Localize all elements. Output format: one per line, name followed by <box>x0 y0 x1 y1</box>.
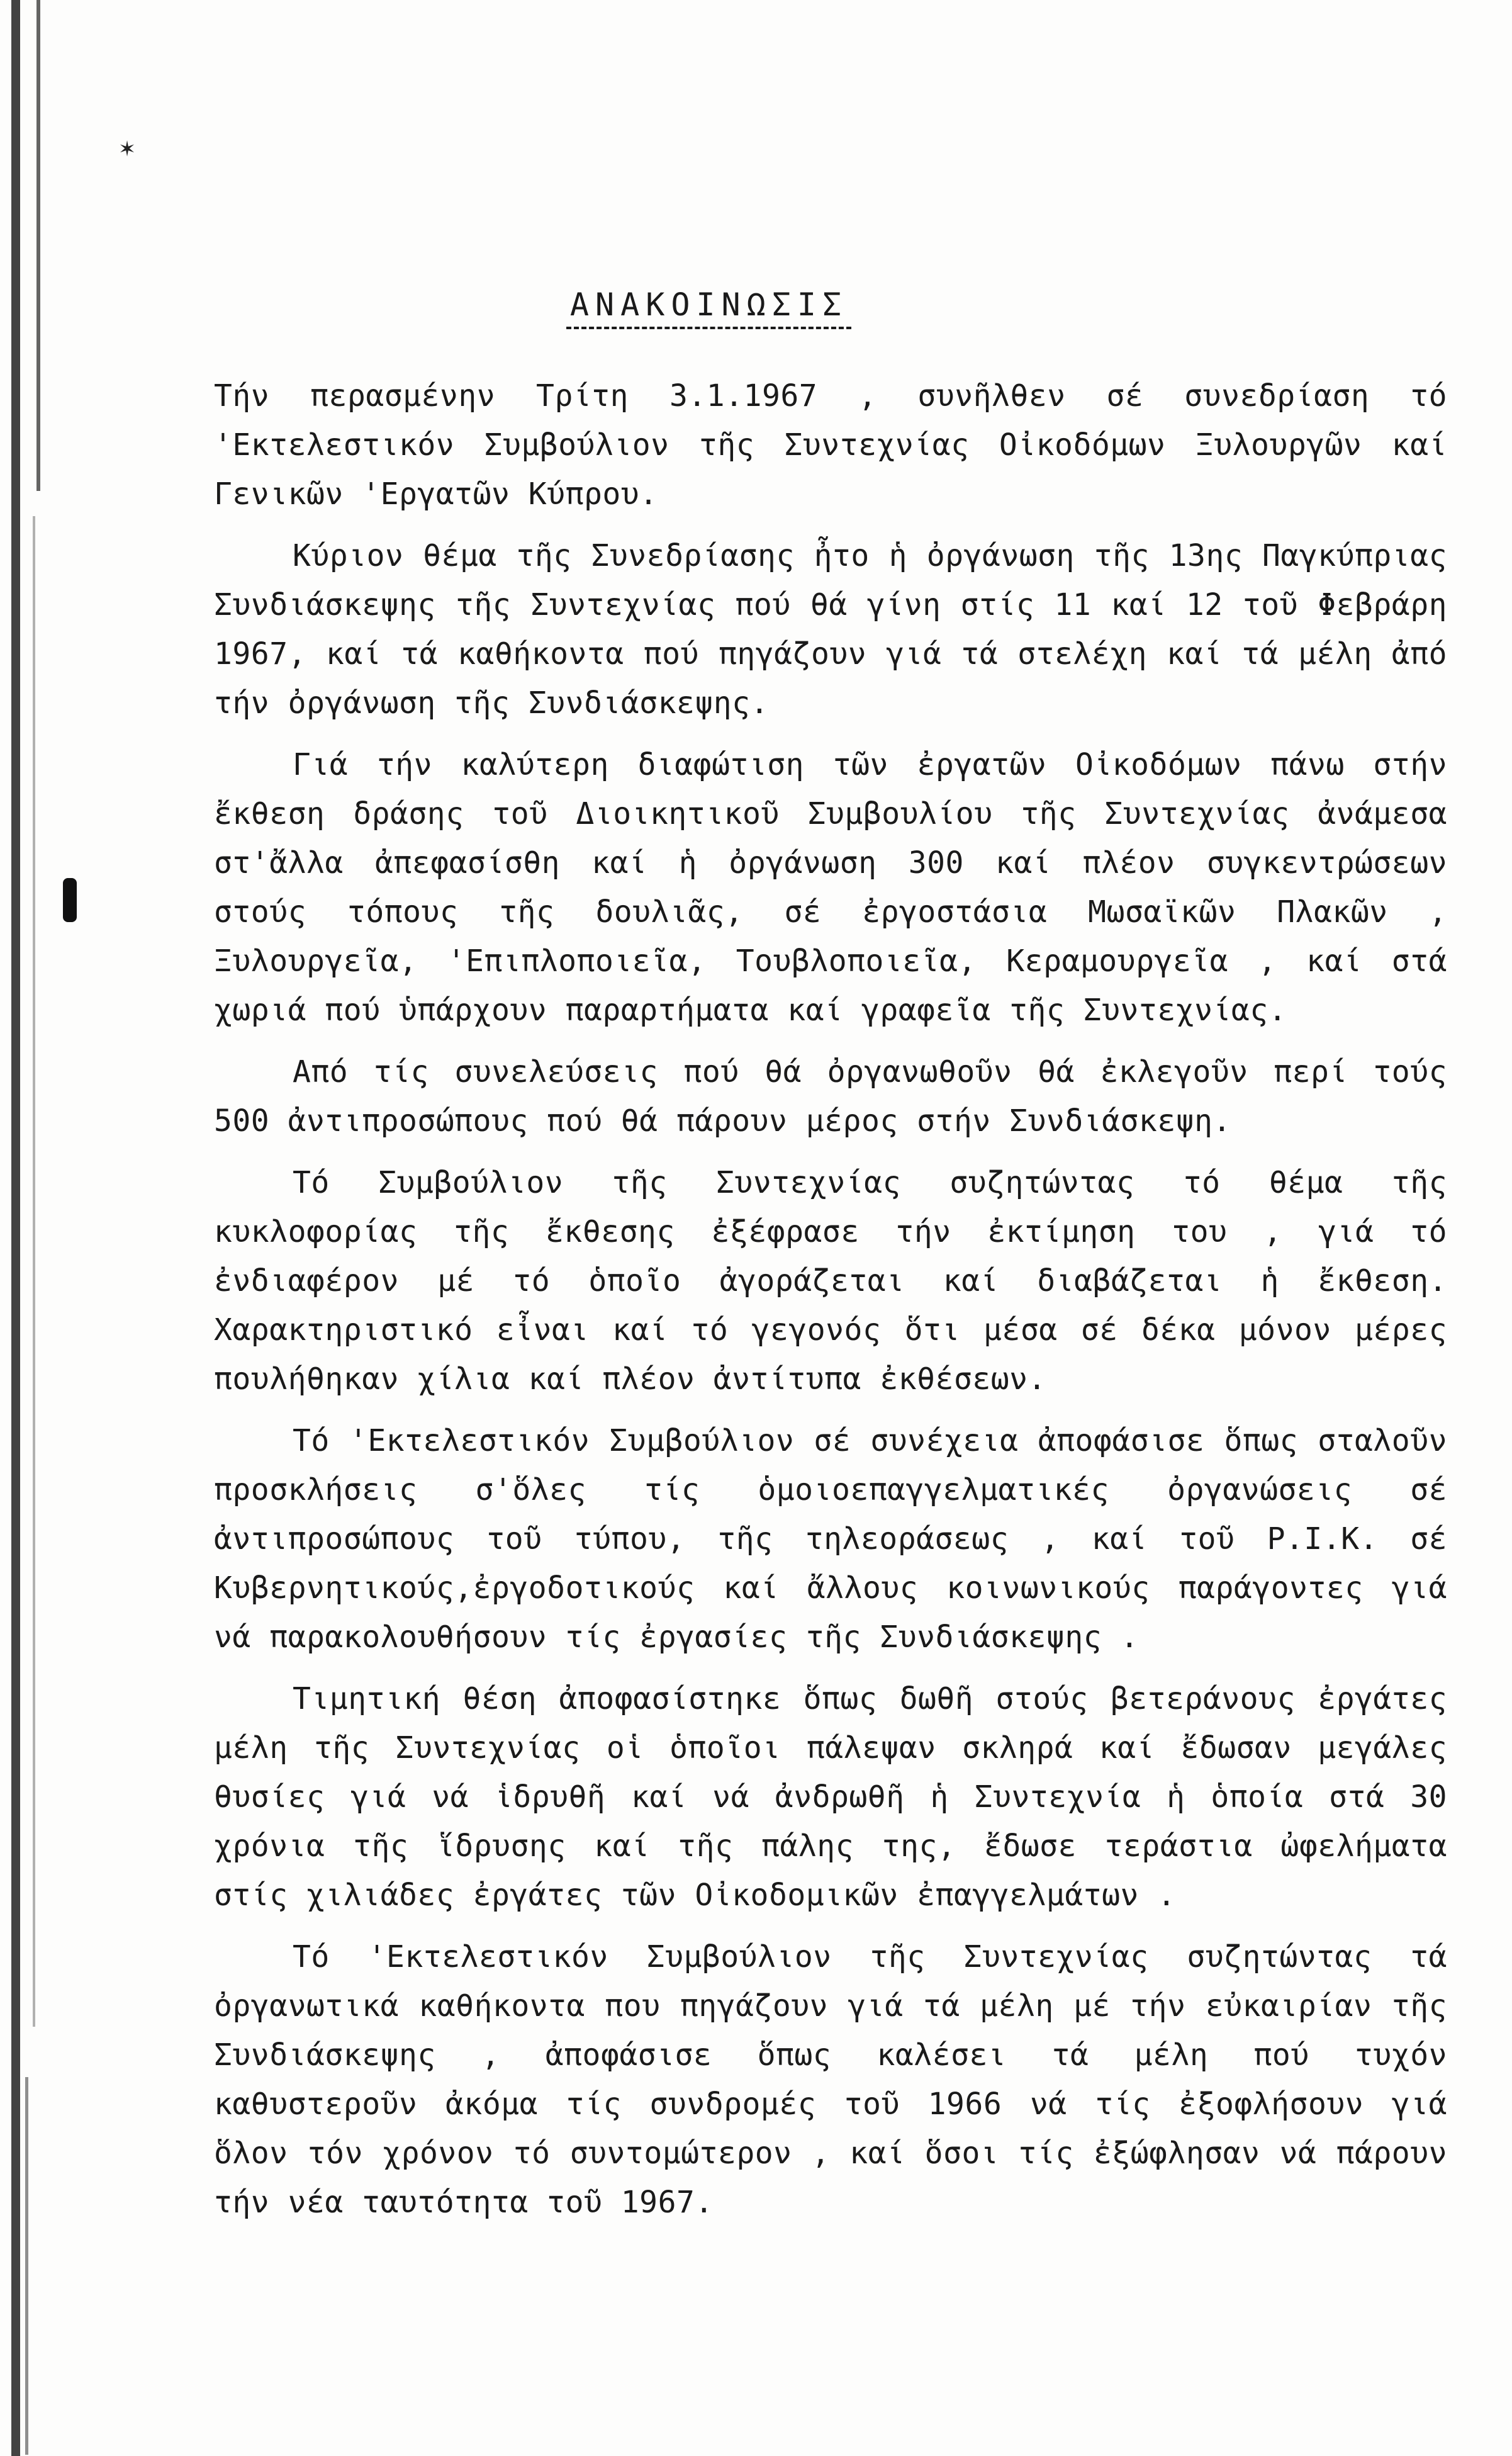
paragraph: Τιμητική θέση ἀποφασίστηκε ὅπως δωθῆ στούς βετεράνους ἐργάτες μέλη τῆς Συντεχνίας οἱ ὁποῖοι πάλεψαν σκληρά καί ἔδωσαν μεγάλες θυσίες γιά νά ἱδρυθῆ καί νά ἀνδρωθῆ ἡ Συντεχνία ἡ ὁποία στά 30 χρόνια τῆς ἵδρυσης καί τῆς πάλης της, ἔδωσε τεράστια ὠφελήματα στίς χιλιάδες ἐργάτες τῶν Οἰκοδομικῶν ἐπαγγελμάτων . <box>214 1681 1447 1913</box>
paragraph: Τό 'Εκτελεστικόν Συμβούλιον σέ συνέχεια ἀποφάσισε ὅπως σταλοῦν προσκλήσεις σ'ὅλες τίς ὁμοιοεπαγγελματικές ὀργανώσεις σέ ἀντιπροσώπους τοῦ τύπου, τῆς τηλεοράσεως , καί τοῦ Ρ.Ι.Κ. σέ Κυβερνητικούς,ἐργοδοτικούς καί ἄλλους κοινωνικούς παράγοντες γιά νά παρακολουθήσουν τίς ἐργασίες τῆς Συνδιάσκεψης . <box>214 1423 1447 1655</box>
paragraph: Από τίς συνελεύσεις πού θά ὀργανωθοῦν θά ἐκλεγοῦν περί τούς 500 ἀντιπροσώπους πού θά πάρουν μέρος στήν Συνδιάσκεψη. <box>214 1054 1447 1139</box>
punch-hole-mark <box>63 878 77 922</box>
binding-edge-line <box>36 0 40 491</box>
document-title-text: ΑΝΑΚΟΙΝΩΣΙΣ <box>566 286 851 329</box>
ink-smudge-icon: ✶ <box>120 133 135 162</box>
paragraph: Κύριον θέμα τῆς Συνεδρίασης ἦτο ἡ ὀργάνωση τῆς 13ης Παγκύπριας Συνδιάσκεψης τῆς Συντεχνίας πού θά γίνη στίς 11 καί 12 τοῦ Φεβράρη 1967, καί τά καθήκοντα πού πηγάζουν γιά τά στελέχη καί τά μέλη ἀπό τήν ὀργάνωση τῆς Συνδιάσκεψης. <box>214 538 1447 721</box>
paragraph: Τό Συμβούλιον τῆς Συντεχνίας συζητώντας τό θέμα τῆς κυκλοφορίας τῆς ἔκθεσης ἐξέφρασε τήν ἐκτίμηση του , γιά τό ἐνδιαφέρον μέ τό ὁποῖο ἀγοράζεται καί διαβάζεται ἡ ἔκθεση. Χαρακτηριστικό εἶναι καί τό γεγονός ὅτι μέσα σέ δέκα μόνον μέρες πουλήθηκαν χίλια καί πλέον ἀντίτυπα ἐκθέσεων. <box>214 1165 1447 1397</box>
paragraph: Τό 'Εκτελεστικόν Συμβούλιον τῆς Συντεχνίας συζητώντας τά ὀργανωτικά καθήκοντα που πηγάζουν γιά τά μέλη μέ τήν εὐκαιρίαν τῆς Συνδιάσκεψης , ἀποφάσισε ὅπως καλέσει τά μέλη πού τυχόν καθυστεροῦν ἀκόμα τίς συνδρομές τοῦ 1966 νά τίς ἐξοφλήσουν γιά ὅλον τόν χρόνον τό συντομώτερον , καί ὅσοι τίς ἐξώφλησαν νά πάρουν τήν νέα ταυτότητα τοῦ 1967. <box>214 1939 1447 2220</box>
paragraph: Γιά τήν καλύτερη διαφώτιση τῶν ἐργατῶν Οἰκοδόμων πάνω στήν ἔκθεση δράσης τοῦ Διοικητικοῦ Συμβουλίου τῆς Συντεχνίας ἀνάμεσα στ'ἄλλα ἀπεφασίσθη καί ἡ ὀργάνωση 300 καί πλέον συγκεντρώσεων στούς τόπους τῆς δουλιᾶς, σέ ἐργοστάσια Μωσαϊκῶν Πλακῶν , Ξυλουργεῖα, 'Επιπλοποιεῖα, Τουβλοποιεῖα, Κεραμουργεῖα , καί στά χωριά πού ὑπάρχουν παραρτήματα καί γραφεῖα τῆς Συντεχνίας. <box>214 747 1447 1028</box>
binding-edge-shadow <box>11 0 20 2456</box>
paragraph: Τήν περασμένην Τρίτη 3.1.1967 , συνῆλθεν σέ συνεδρίαση τό 'Εκτελεστικόν Συμβούλιον τῆς Συντεχνίας Οἰκοδόμων Ξυλουργῶν καί Γενικῶν 'Εργατῶν Κύπρου. <box>214 378 1447 512</box>
binding-edge-line-lower <box>25 2077 28 2455</box>
document-title <box>0 286 1512 329</box>
document-body <box>214 371 1447 2239</box>
binding-edge-line-faint <box>33 516 35 2027</box>
